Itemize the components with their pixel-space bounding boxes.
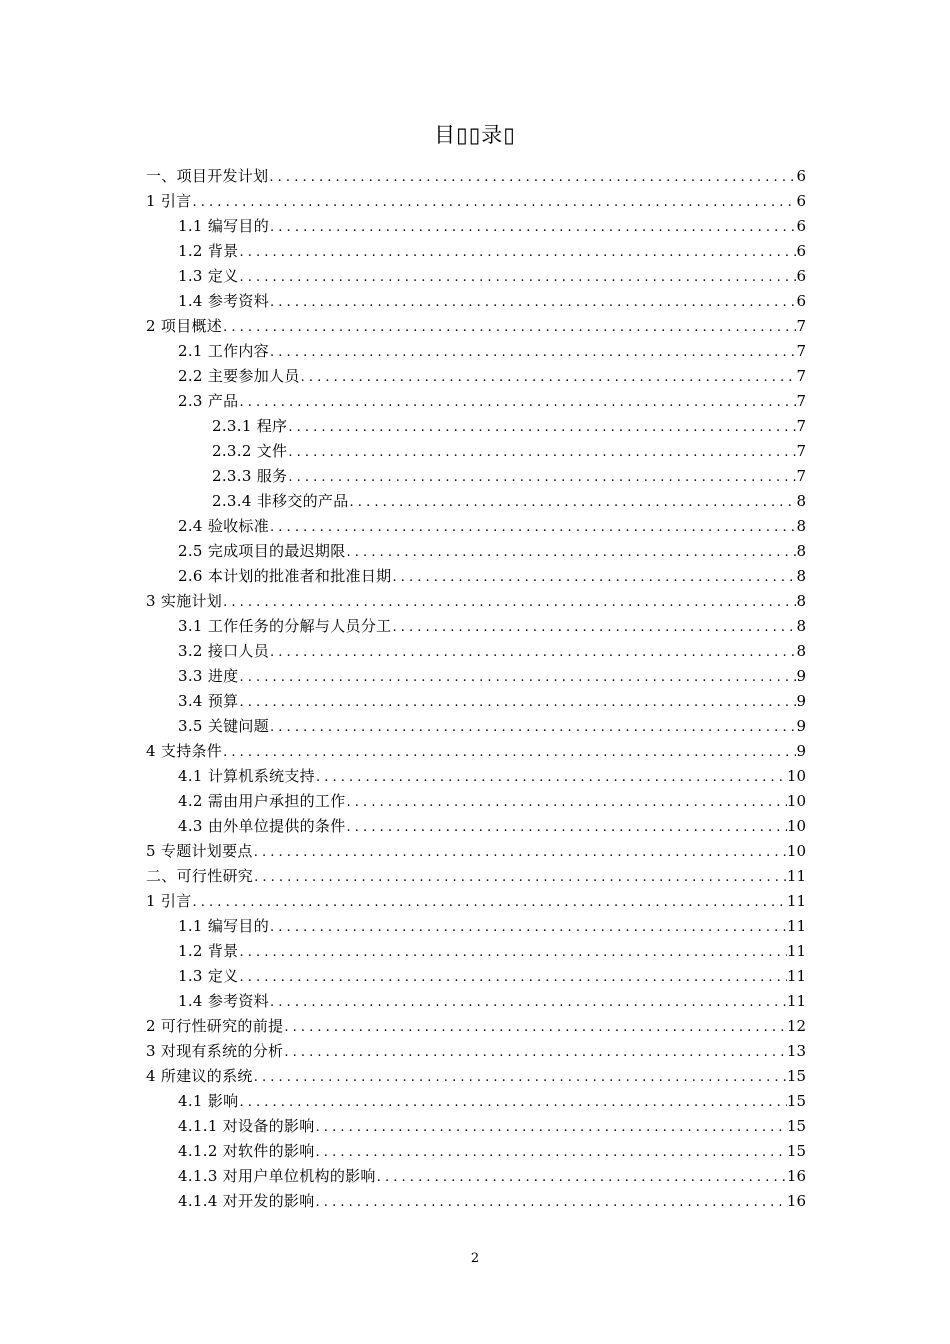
toc-dot-leader — [269, 290, 796, 314]
toc-entry-label: 1.4 参考资料 — [178, 292, 270, 310]
toc-entry-label: 1.3 定义 — [178, 967, 239, 985]
toc-entry-label: 2.3.4 非移交的产品 — [212, 492, 349, 510]
toc-entry-page: 9 — [796, 717, 806, 735]
toc-entry-page: 6 — [796, 242, 806, 260]
toc-entry[interactable] — [146, 689, 806, 714]
toc-entry-label: 2.3 产品 — [178, 392, 239, 410]
toc-dot-leader — [253, 1065, 787, 1089]
toc-entry-page: 8 — [796, 642, 806, 660]
toc-entry[interactable] — [146, 464, 806, 489]
toc-entry[interactable] — [146, 764, 806, 789]
toc-entry-page: 13 — [786, 1042, 806, 1060]
toc-entry-label: 4.1 计算机系统支持 — [178, 767, 315, 785]
toc-entry-page: 7 — [796, 467, 806, 485]
toc-entry[interactable] — [146, 489, 806, 514]
toc-dot-leader — [238, 265, 796, 289]
toc-entry-page: 6 — [796, 267, 806, 285]
toc-dot-leader — [269, 340, 796, 364]
toc-entry-page: 9 — [796, 742, 806, 760]
toc-entry-label: 3.2 接口人员 — [178, 642, 270, 660]
toc-entry-label: 4.1.1 对设备的影响 — [178, 1117, 315, 1135]
toc-entry-page: 7 — [796, 367, 806, 385]
toc-dot-leader — [269, 515, 796, 539]
toc-entry[interactable] — [146, 1189, 806, 1214]
toc-entry-page: 7 — [796, 442, 806, 460]
toc-entry[interactable] — [146, 189, 806, 214]
toc-entry-label: 4.3 由外单位提供的条件 — [178, 817, 346, 835]
toc-entry-page: 6 — [796, 217, 806, 235]
toc-dot-leader — [222, 740, 796, 764]
toc-entry-label: 1.4 参考资料 — [178, 992, 270, 1010]
toc-entry[interactable] — [146, 739, 806, 764]
toc-dot-leader — [346, 815, 787, 839]
toc-entry-label: 2 可行性研究的前提 — [146, 1017, 284, 1035]
toc-entry-label: 4.1 影响 — [178, 1092, 239, 1110]
toc-entry[interactable] — [146, 1089, 806, 1114]
toc-entry-page: 6 — [796, 167, 806, 185]
toc-entry-label: 一、项目开发计划 — [146, 167, 269, 185]
toc-dot-leader — [192, 190, 797, 214]
toc-entry-page: 10 — [786, 792, 806, 810]
toc-dot-leader — [346, 790, 787, 814]
toc-entry-label: 4 所建议的系统 — [146, 1067, 253, 1085]
toc-entry-label: 1.3 定义 — [178, 267, 239, 285]
toc-entry-label: 4 支持条件 — [146, 742, 223, 760]
toc-entry-page: 10 — [786, 817, 806, 835]
toc-dot-leader — [346, 540, 797, 564]
toc-entry-label: 1.2 背景 — [178, 942, 239, 960]
toc-entry-label: 5 专题计划要点 — [146, 842, 253, 860]
toc-entry[interactable] — [146, 639, 806, 664]
toc-entry[interactable] — [146, 364, 806, 389]
toc-dot-leader — [315, 1140, 787, 1164]
toc-entry-page: 11 — [786, 992, 806, 1010]
toc-entry-page: 10 — [786, 842, 806, 860]
toc-entry-page: 10 — [786, 767, 806, 785]
toc-dot-leader — [349, 490, 797, 514]
toc-entry[interactable] — [146, 314, 806, 339]
toc-dot-leader — [222, 315, 796, 339]
toc-entry-page: 15 — [786, 1092, 806, 1110]
toc-entry-label: 2.3.3 服务 — [212, 467, 288, 485]
toc-entry-page: 11 — [786, 942, 806, 960]
toc-entry[interactable] — [146, 289, 806, 314]
toc-entry-label: 2.3.2 文件 — [212, 442, 288, 460]
toc-dot-leader — [253, 865, 787, 889]
toc-entry[interactable] — [146, 989, 806, 1014]
toc-entry-page: 7 — [796, 317, 806, 335]
toc-entry[interactable] — [146, 789, 806, 814]
toc-entry[interactable] — [146, 814, 806, 839]
toc-entry-label: 2.4 验收标准 — [178, 517, 270, 535]
toc-dot-leader — [192, 890, 787, 914]
toc-entry-label: 4.2 需由用户承担的工作 — [178, 792, 346, 810]
page-number: 2 — [470, 1251, 480, 1266]
toc-entry[interactable] — [146, 839, 806, 864]
toc-entry-page: 12 — [786, 1017, 806, 1035]
toc-dot-leader — [287, 415, 796, 439]
toc-dot-leader — [391, 565, 796, 589]
toc-entry-page: 15 — [786, 1117, 806, 1135]
toc-entry-label: 3.4 预算 — [178, 692, 239, 710]
toc-entry-label: 3.5 关键问题 — [178, 717, 270, 735]
toc-dot-leader — [315, 1190, 787, 1214]
toc-entry[interactable] — [146, 339, 806, 364]
toc-entry-page: 11 — [786, 967, 806, 985]
toc-entry[interactable] — [146, 214, 806, 239]
toc-entry[interactable] — [146, 264, 806, 289]
toc-dot-leader — [238, 690, 796, 714]
toc-entry-page: 16 — [786, 1192, 806, 1210]
toc-dot-leader — [269, 915, 787, 939]
toc-entry-label: 2.3.1 程序 — [212, 417, 288, 435]
toc-entry-label: 4.1.3 对用户单位机构的影响 — [178, 1167, 376, 1185]
toc-entry-page: 11 — [786, 867, 806, 885]
toc-entry-page: 15 — [786, 1142, 806, 1160]
toc-entry-page: 8 — [796, 617, 806, 635]
toc-dot-leader — [283, 1015, 787, 1039]
toc-entry[interactable] — [146, 239, 806, 264]
toc-dot-leader — [391, 615, 796, 639]
toc-entry-page: 7 — [796, 342, 806, 360]
toc-entry-label: 4.1.4 对开发的影响 — [178, 1192, 315, 1210]
toc-entry-page: 16 — [786, 1167, 806, 1185]
toc-entry-label: 1.1 编写目的 — [178, 917, 270, 935]
toc-dot-leader — [238, 965, 786, 989]
toc-entry-label: 2 项目概述 — [146, 317, 223, 335]
toc-entry[interactable] — [146, 714, 806, 739]
toc-entry[interactable] — [146, 414, 806, 439]
toc-entry-label: 3 实施计划 — [146, 592, 223, 610]
toc-entry[interactable] — [146, 1014, 806, 1039]
toc-dot-leader — [315, 1115, 787, 1139]
toc-entry-page: 8 — [796, 567, 806, 585]
toc-entry-label: 1 引言 — [146, 892, 192, 910]
toc-entry[interactable] — [146, 564, 806, 589]
toc-entry-page: 8 — [796, 517, 806, 535]
toc-entry[interactable] — [146, 1039, 806, 1064]
toc-entry-page: 7 — [796, 392, 806, 410]
toc-dot-leader — [238, 390, 796, 414]
toc-entry-page: 15 — [786, 1067, 806, 1085]
toc-entry-page: 9 — [796, 692, 806, 710]
toc-dot-leader — [315, 765, 787, 789]
toc-entry[interactable] — [146, 1164, 806, 1189]
toc-dot-leader — [376, 1165, 787, 1189]
toc-entry-label: 二、可行性研究 — [146, 867, 254, 885]
toc-entry[interactable] — [146, 1064, 806, 1089]
toc-entry-label: 1 引言 — [146, 192, 192, 210]
toc-dot-leader — [238, 1090, 786, 1114]
toc-entry-label: 1.1 编写目的 — [178, 217, 270, 235]
toc-entry[interactable] — [146, 539, 806, 564]
toc-entry[interactable] — [146, 164, 806, 189]
toc-entry-label: 4.1.2 对软件的影响 — [178, 1142, 315, 1160]
toc-dot-leader — [238, 240, 796, 264]
toc-entry-label: 3 对现有系统的分析 — [146, 1042, 284, 1060]
toc-dot-leader — [269, 990, 787, 1014]
toc-dot-leader — [269, 215, 796, 239]
toc-entry-page: 11 — [786, 917, 806, 935]
toc-entry[interactable] — [146, 1139, 806, 1164]
toc-entry-page: 9 — [796, 667, 806, 685]
toc-entry[interactable] — [146, 664, 806, 689]
toc-dot-leader — [268, 165, 796, 189]
toc-dot-leader — [253, 840, 787, 864]
toc-dot-leader — [222, 590, 796, 614]
toc-entry-label: 2.5 完成项目的最迟期限 — [178, 542, 346, 560]
toc-dot-leader — [238, 940, 786, 964]
toc-entry-label: 2.2 主要参加人员 — [178, 367, 300, 385]
toc-dot-leader — [269, 715, 796, 739]
toc-entry-page: 8 — [796, 542, 806, 560]
toc-entry-label: 1.2 背景 — [178, 242, 239, 260]
toc-entry[interactable] — [146, 514, 806, 539]
toc-entry[interactable] — [146, 389, 806, 414]
toc-title: 目▯▯录▯ — [434, 123, 516, 147]
toc-entry-page: 7 — [796, 417, 806, 435]
table-of-contents — [146, 164, 806, 1214]
toc-entry[interactable] — [146, 864, 806, 889]
toc-entry[interactable] — [146, 439, 806, 464]
toc-entry-page: 11 — [786, 892, 806, 910]
toc-dot-leader — [300, 365, 797, 389]
toc-entry-label: 2.6 本计划的批准者和批准日期 — [178, 567, 392, 585]
toc-entry[interactable] — [146, 1114, 806, 1139]
toc-dot-leader — [283, 1040, 787, 1064]
toc-entry[interactable] — [146, 614, 806, 639]
toc-entry-page: 8 — [796, 492, 806, 510]
toc-entry-label: 3.3 进度 — [178, 667, 239, 685]
toc-entry-page: 6 — [796, 192, 806, 210]
toc-entry-page: 6 — [796, 292, 806, 310]
toc-entry[interactable] — [146, 589, 806, 614]
toc-entry-page: 8 — [796, 592, 806, 610]
toc-dot-leader — [269, 640, 796, 664]
toc-dot-leader — [287, 440, 796, 464]
toc-entry[interactable] — [146, 964, 806, 989]
toc-dot-leader — [238, 665, 796, 689]
toc-entry-label: 3.1 工作任务的分解与人员分工 — [178, 617, 392, 635]
toc-dot-leader — [287, 465, 796, 489]
toc-entry[interactable] — [146, 889, 806, 914]
toc-entry-label: 2.1 工作内容 — [178, 342, 270, 360]
toc-entry[interactable] — [146, 939, 806, 964]
toc-entry[interactable] — [146, 914, 806, 939]
